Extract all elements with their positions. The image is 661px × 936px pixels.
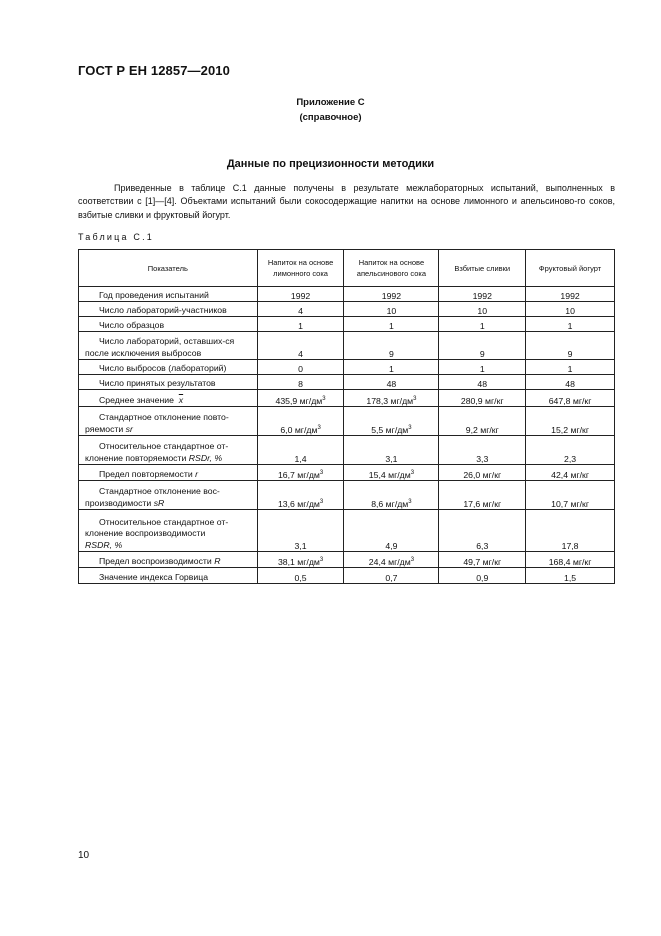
cell-value: 0 xyxy=(257,360,344,375)
table-row xyxy=(79,568,615,584)
cell-value: 647,8 мг/кг xyxy=(526,390,615,407)
table-row xyxy=(79,302,615,317)
cell-value: 26,0 мг/кг xyxy=(439,465,526,481)
header-fruit-yogurt: Фруктовый йогурт xyxy=(526,250,615,287)
superscript: 3 xyxy=(413,396,417,402)
cell-value: 10,7 мг/кг xyxy=(526,481,615,510)
row-label: Число лабораторий, оставших-ся после исключения выбросов xyxy=(79,332,258,360)
cell-value: 8 xyxy=(257,375,344,390)
cell-value: 48 xyxy=(526,375,615,390)
row-symbol: sR xyxy=(153,497,165,508)
table-row xyxy=(79,407,615,436)
row-label xyxy=(79,436,258,465)
cell-value: 1 xyxy=(526,360,615,375)
document-header: ГОСТ Р ЕН 12857—2010 xyxy=(78,63,230,78)
row-symbol: RSDR, % xyxy=(85,539,123,550)
table-row xyxy=(79,332,615,360)
cell-value: 6,3 xyxy=(439,510,526,552)
cell-text: 24,4 мг/дм xyxy=(368,557,411,567)
cell-value: 2,3 xyxy=(526,436,615,465)
intro-text: Приведенные в таблице С.1 данные получены в результате межлабораторных испытаний, выполненных в соответствии с [1]—[4]. Объектами испытаний были сокосодержащие напитки на основе лимонного и апельсиново-го соков, взбитые сливки и фруктовый йогурт. xyxy=(78,183,615,220)
header-orange-drink: Напиток на основе апельсинового сока xyxy=(344,250,439,287)
cell-value xyxy=(257,481,344,510)
row-label xyxy=(79,465,258,481)
cell-text: 15,4 мг/дм xyxy=(368,470,411,480)
row-label: Год проведения испытаний xyxy=(79,287,258,302)
row-label-text: Относительное стандартное от-клонение повторяемости xyxy=(85,441,229,463)
cell-value xyxy=(344,465,439,481)
table-row xyxy=(79,287,615,302)
cell-value: 1 xyxy=(257,317,344,332)
row-label: Число образцов xyxy=(79,317,258,332)
cell-value: 4 xyxy=(257,332,344,360)
cell-value: 1 xyxy=(344,360,439,375)
cell-value: 17,8 xyxy=(526,510,615,552)
row-label-text: Предел повторяемости xyxy=(99,468,193,479)
header-indicator: Показатель xyxy=(79,250,258,287)
table-row xyxy=(79,510,615,552)
row-symbol: R xyxy=(214,555,221,566)
cell-text: 5,5 мг/дм xyxy=(371,425,409,435)
row-label xyxy=(79,510,258,552)
table-row xyxy=(79,481,615,510)
cell-value: 9 xyxy=(526,332,615,360)
cell-value: 1992 xyxy=(257,287,344,302)
appendix-subtitle: (справочное) xyxy=(299,112,362,123)
superscript: 3 xyxy=(408,499,412,505)
cell-value: 3,1 xyxy=(257,510,344,552)
row-label-text: Предел воспроизводимости xyxy=(99,555,212,566)
superscript: 3 xyxy=(408,425,412,431)
row-symbol: r xyxy=(195,468,199,479)
header-lemon-drink: Напиток на основе лимонного сока xyxy=(257,250,344,287)
cell-value: 0,5 xyxy=(257,568,344,584)
cell-text: 435,9 мг/дм xyxy=(275,396,323,406)
cell-value: 15,2 мг/кг xyxy=(526,407,615,436)
row-label xyxy=(79,407,258,436)
superscript: 3 xyxy=(319,499,324,505)
cell-value: 9 xyxy=(344,332,439,360)
cell-value: 49,7 мг/кг xyxy=(439,552,526,568)
cell-value: 9,2 мг/кг xyxy=(439,407,526,436)
cell-value: 1,4 xyxy=(257,436,344,465)
cell-value: 3,3 xyxy=(439,436,526,465)
section-title: Данные по прецизионности методики xyxy=(226,158,435,170)
superscript: 3 xyxy=(410,557,415,563)
cell-value: 1 xyxy=(439,317,526,332)
superscript: 3 xyxy=(319,557,324,563)
table-row xyxy=(79,436,615,465)
cell-value: 0,9 xyxy=(439,568,526,584)
table-header-row xyxy=(79,250,615,287)
row-label: Число лабораторий-участников xyxy=(79,302,258,317)
cell-text: 38,1 мг/дм xyxy=(277,557,320,567)
cell-value: 10 xyxy=(439,302,526,317)
superscript: 3 xyxy=(322,396,326,402)
row-symbol: $\overline{x}$ xyxy=(178,394,184,405)
table-row xyxy=(79,465,615,481)
precision-table xyxy=(78,249,615,584)
cell-text: 178,3 мг/дм xyxy=(366,396,414,406)
row-label-text: Стандартное отклонение повто-ряемости xyxy=(85,412,229,434)
cell-value: 1992 xyxy=(439,287,526,302)
cell-text: 13,6 мг/дм xyxy=(277,499,320,509)
row-label: Число выбросов (лабораторий) xyxy=(79,360,258,375)
appendix-heading xyxy=(0,95,661,125)
cell-value: 48 xyxy=(344,375,439,390)
cell-value: 1992 xyxy=(344,287,439,302)
cell-value xyxy=(344,390,439,407)
table-row xyxy=(79,317,615,332)
cell-value: 10 xyxy=(526,302,615,317)
row-label-text: Стандартное отклонение вос-производимости xyxy=(85,486,220,508)
superscript: 3 xyxy=(317,425,321,431)
superscript: 3 xyxy=(410,470,415,476)
appendix-title: Приложение С xyxy=(296,97,365,108)
cell-value: 168,4 мг/кг xyxy=(526,552,615,568)
cell-value xyxy=(344,481,439,510)
row-label-text: Среднее значение xyxy=(99,394,174,405)
table-row xyxy=(79,360,615,375)
row-symbol: sr xyxy=(125,423,133,434)
cell-value: 48 xyxy=(439,375,526,390)
cell-value xyxy=(257,552,344,568)
table-row xyxy=(79,390,615,407)
table-row xyxy=(79,375,615,390)
row-label xyxy=(79,390,258,407)
header-whipped-cream: Взбитые сливки xyxy=(439,250,526,287)
page-number: 10 xyxy=(78,850,90,861)
cell-value xyxy=(257,407,344,436)
cell-value: 1 xyxy=(526,317,615,332)
cell-value: 280,9 мг/кг xyxy=(439,390,526,407)
cell-value: 1992 xyxy=(526,287,615,302)
cell-value: 4,9 xyxy=(344,510,439,552)
cell-value: 4 xyxy=(257,302,344,317)
table-label: Таблица С.1 xyxy=(78,232,154,242)
cell-value: 1 xyxy=(439,360,526,375)
cell-text: 6,0 мг/дм xyxy=(280,425,318,435)
cell-text: 8,6 мг/дм xyxy=(371,499,409,509)
superscript: 3 xyxy=(319,470,324,476)
cell-value: 1 xyxy=(344,317,439,332)
row-symbol: RSDr, % xyxy=(188,452,223,463)
cell-value: 10 xyxy=(344,302,439,317)
cell-value: 42,4 мг/кг xyxy=(526,465,615,481)
cell-value xyxy=(344,552,439,568)
row-label xyxy=(79,481,258,510)
cell-value xyxy=(257,465,344,481)
cell-value: 17,6 мг/кг xyxy=(439,481,526,510)
row-label-text: Относительное стандартное от-клонение воспроизводимости xyxy=(85,516,229,538)
cell-value: 9 xyxy=(439,332,526,360)
cell-text: 16,7 мг/дм xyxy=(277,470,320,480)
cell-value xyxy=(344,407,439,436)
intro-paragraph xyxy=(78,182,615,222)
row-label: Число принятых результатов xyxy=(79,375,258,390)
row-label: Значение индекса Горвица xyxy=(79,568,258,584)
cell-value: 0,7 xyxy=(344,568,439,584)
cell-value: 3,1 xyxy=(344,436,439,465)
cell-value xyxy=(257,390,344,407)
cell-value: 1,5 xyxy=(526,568,615,584)
table-row xyxy=(79,552,615,568)
row-label xyxy=(79,552,258,568)
